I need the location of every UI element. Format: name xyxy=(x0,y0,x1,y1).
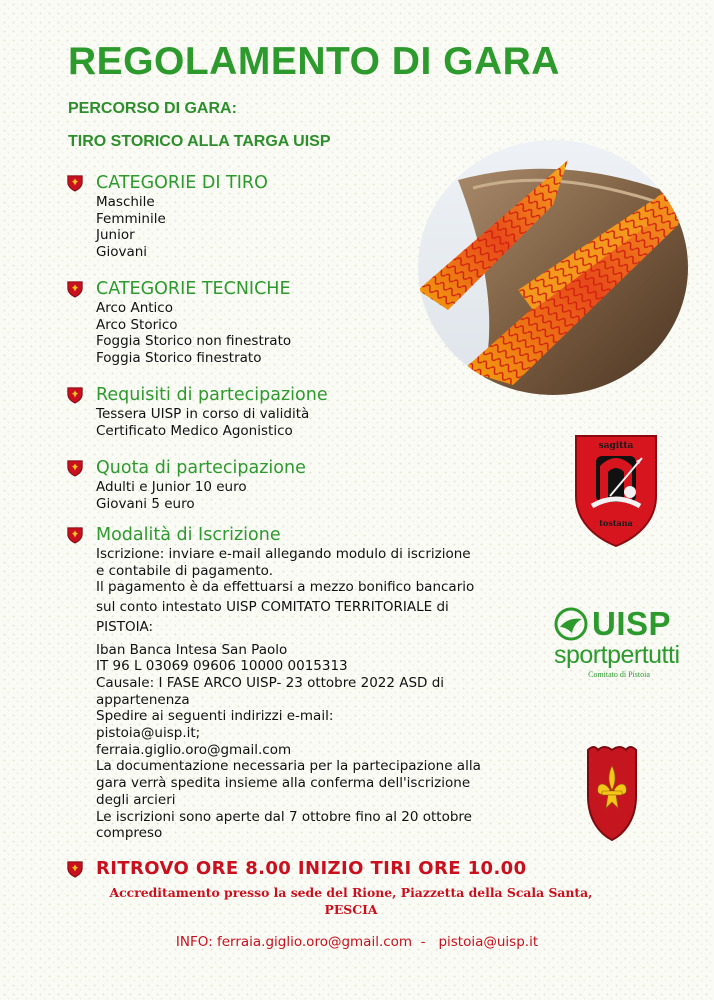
section-line: Le iscrizioni sono aperte dal 7 ottobre fino al 20 ottobre xyxy=(96,808,472,825)
fleur-de-lis-shield-logo xyxy=(584,744,640,842)
shield-bullet-icon xyxy=(66,860,84,878)
section-line: Arco Antico xyxy=(96,300,173,316)
uisp-word: UISP xyxy=(592,605,672,642)
section-line: PISTOIA: xyxy=(96,618,154,635)
info-email-pistoia[interactable]: pistoia@uisp.it xyxy=(438,934,539,950)
section-line: La documentazione necessaria per la partecipazione alla xyxy=(96,758,481,775)
section-line: Giovani 5 euro xyxy=(96,495,195,512)
section-line: Iscrizione: inviare e-mail allegando modulo di iscrizione xyxy=(96,546,471,562)
shield-bullet-icon xyxy=(66,280,84,298)
section-line: Tessera UISP in corso di validità xyxy=(96,406,310,422)
shield-bullet-icon xyxy=(66,174,84,192)
section-line: Iban Banca Intesa San Paolo xyxy=(96,641,288,658)
accreditamento-city: PESCIA xyxy=(324,902,378,917)
email-pistoia[interactable]: pistoia@uisp.it; xyxy=(96,725,201,742)
section-modalita xyxy=(66,524,536,842)
section-line: Foggia Storico finestrato xyxy=(96,350,262,367)
section-line: Adulti e Junior 10 euro xyxy=(96,479,247,495)
section-title: CATEGORIE TECNICHE xyxy=(96,279,291,299)
section-line: Causale: I FASE ARCO UISP- 23 ottobre 2022 ASD di xyxy=(96,674,445,691)
section-title: Modalità di Iscrizione xyxy=(96,525,281,545)
ritrovo-text: RITROVO ORE 8.00 INIZIO TIRI ORE 10.00 xyxy=(96,858,527,879)
ritrovo-row xyxy=(66,858,527,879)
info-line xyxy=(0,934,714,950)
shield-bullet-icon xyxy=(66,386,84,404)
section-title: Requisiti di partecipazione xyxy=(96,385,328,405)
email-ferraia[interactable]: ferraia.giglio.oro@gmail.com xyxy=(96,741,292,758)
shield-bullet-icon xyxy=(66,526,84,544)
shield-bullet-icon xyxy=(66,459,84,477)
uisp-logo xyxy=(554,605,684,679)
uisp-emblem-icon xyxy=(554,607,588,641)
accreditamento xyxy=(96,884,606,918)
section-title: CATEGORIE DI TIRO xyxy=(96,173,268,193)
info-email-ferraia[interactable]: ferraia.giglio.oro@gmail.com xyxy=(216,934,413,950)
info-separator: - xyxy=(420,934,426,950)
section-line: Spedire ai seguenti indirizzi e-mail: xyxy=(96,708,334,725)
section-line: appartenenza xyxy=(96,691,190,708)
uisp-comitato: Comitato di Pistoia xyxy=(588,670,650,679)
section-line: degli arcieri xyxy=(96,791,176,808)
section-line: Foggia Storico non finestrato xyxy=(96,333,292,350)
section-line: Certificato Medico Agonistico xyxy=(96,422,293,439)
section-requisiti xyxy=(66,384,536,439)
info-label: INFO: xyxy=(175,934,213,950)
subtitle-tiro: TIRO STORICO ALLA TARGA UISP xyxy=(68,133,331,150)
page-title: REGOLAMENTO DI GARA xyxy=(68,40,560,83)
uisp-sport: sportpertutti xyxy=(554,641,680,669)
section-line: Arco Storico xyxy=(96,316,178,333)
section-quota xyxy=(66,457,536,512)
accreditamento-line: Accreditamento presso la sede del Rione, Piazzetta della Scala Santa, xyxy=(109,885,593,900)
sagitta-top-text: sagitta xyxy=(598,441,634,451)
section-line: Maschile xyxy=(96,194,155,210)
section-line: compreso xyxy=(96,825,163,842)
section-line: gara verrà spedita insieme alla conferma dell'iscrizione xyxy=(96,775,471,792)
section-line: Il pagamento è da effettuarsi a mezzo bonifico bancario xyxy=(96,579,475,596)
section-line: sul conto intestato UISP COMITATO TERRITORIALE di xyxy=(96,599,449,616)
flags-photo xyxy=(418,140,688,395)
section-line: Giovani xyxy=(96,244,148,261)
sagitta-bottom-text: tostana xyxy=(599,518,633,528)
sagitta-tostana-logo xyxy=(570,434,662,548)
section-line: IT 96 L 03069 09606 10000 0015313 xyxy=(96,658,348,675)
section-title: Quota di partecipazione xyxy=(96,458,306,478)
subtitle-percorso: PERCORSO DI GARA: xyxy=(68,100,237,117)
section-line: e contabile di pagamento. xyxy=(96,562,273,579)
section-line: Femminile xyxy=(96,210,166,227)
section-line: Junior xyxy=(96,227,135,244)
